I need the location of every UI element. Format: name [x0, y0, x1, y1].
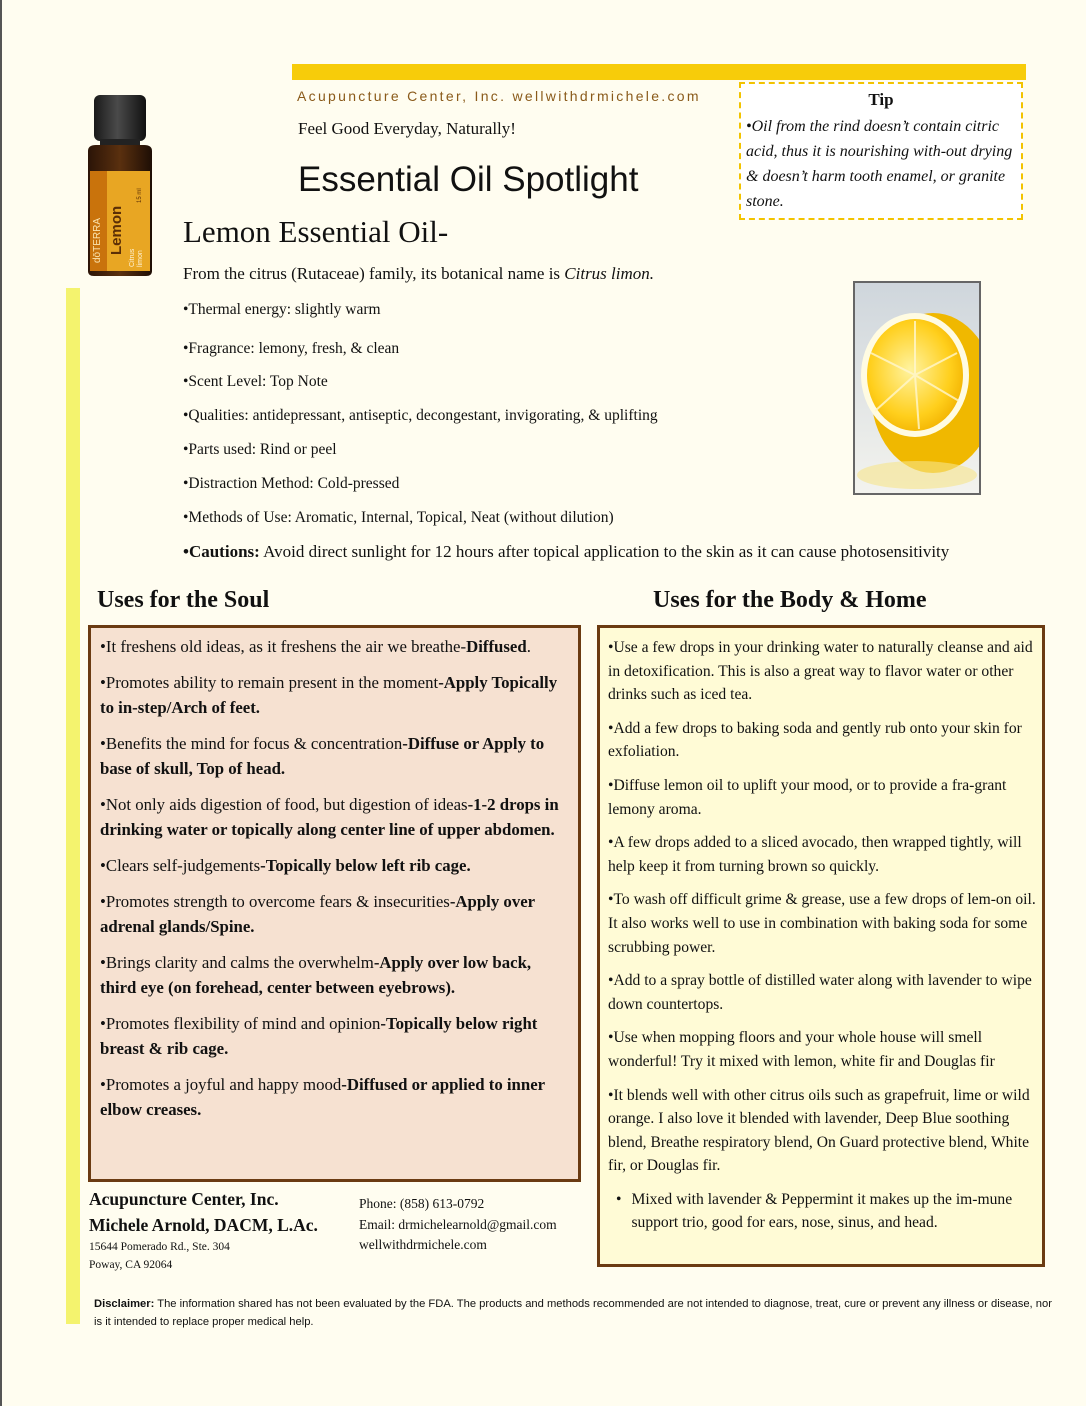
- list-item: •A few drops added to a sliced avocado, then wrapped tightly, will help keep it from turning brown so quickly.: [608, 834, 1022, 875]
- intro-text: From the citrus (Rutaceae) family, its botanical name is: [183, 264, 565, 283]
- contact-email[interactable]: Email: drmichelearnold@gmail.com: [359, 1216, 557, 1232]
- contact-phone: Phone: (858) 613-0792: [359, 1196, 485, 1211]
- contact-practitioner: Michele Arnold, DACM, L.Ac.: [89, 1215, 318, 1235]
- cautions-label: •Cautions:: [183, 542, 260, 561]
- list-item: •Promotes ability to remain present in the moment-Apply Topically to in-step/Arch of feet.: [100, 673, 558, 717]
- bottle-latin-line2: limon: [137, 250, 144, 267]
- list-item: •Promotes flexibility of mind and opinion-Topically below right breast & rib cage.: [100, 1014, 538, 1058]
- list-item: •Promotes strength to overcome fears & insecurities-Apply over adrenal glands/Spine.: [100, 892, 535, 936]
- soul-uses-box: [88, 625, 581, 1182]
- bottle-latin-line1: Citrus: [129, 248, 136, 267]
- cautions-text: Avoid direct sunlight for 12 hours after topical application to the skin as it can cause photosensitivity: [259, 542, 950, 561]
- bottle-size-text: 15 ml: [137, 188, 143, 203]
- list-item: •It freshens old ideas, as it freshens the air we breathe-Diffused.: [100, 637, 531, 656]
- disclaimer-label: Disclaimer:: [94, 1298, 155, 1310]
- contact-org: Acupuncture Center, Inc.: [89, 1189, 279, 1209]
- list-item: •Clears self-judgements-Topically below left rib cage.: [100, 856, 471, 875]
- fact-qualities: •Qualities: antidepressant, antiseptic, decongestant, invigorating, & uplifting: [183, 407, 658, 424]
- list-item: •Add a few drops to baking soda and gently rub onto your skin for exfoliation.: [608, 719, 1022, 761]
- fact-distraction-method: •Distraction Method: Cold-pressed: [183, 475, 400, 492]
- lemon-photo: [853, 281, 981, 495]
- fact-fragrance: •Fragrance: lemony, fresh, & clean: [183, 340, 400, 357]
- body-section-heading: Uses for the Body & Home: [653, 587, 927, 613]
- org-website-line: Acupuncture Center, Inc. wellwithdrmichele.com: [297, 88, 701, 104]
- contact-website[interactable]: wellwithdrmichele.com: [359, 1237, 487, 1252]
- bottle-brand-text: dōTERRA: [92, 217, 103, 263]
- list-item: •Brings clarity and calms the overwhelm-Apply over low back, third eye (on forehead, center between eyebrows).: [100, 953, 532, 997]
- list-item: •Add to a spray bottle of distilled water along with lavender to wipe down countertops.: [608, 972, 1032, 1013]
- tagline: Feel Good Everyday, Naturally!: [298, 119, 516, 138]
- fact-parts-used: •Parts used: Rind or peel: [183, 441, 337, 458]
- contact-address-line1: 15644 Pomerado Rd., Ste. 304: [89, 1241, 230, 1253]
- list-item: •Benefits the mind for focus & concentration-Diffuse or Apply to base of skull, Top of head.: [100, 734, 545, 778]
- lemon-oil-bottle-image: [80, 93, 160, 278]
- list-item-bulleted: [608, 1188, 1036, 1235]
- contact-details: [359, 1194, 557, 1256]
- list-item: •To wash off difficult grime & grease, use a few drops of lem-on oil. It also works well to use in combination with baking soda for some scrubbing power.: [608, 891, 1036, 956]
- contact-address-line2: Poway, CA 92064: [89, 1259, 173, 1271]
- disclaimer: [94, 1296, 1054, 1331]
- disclaimer-text: The information shared has not been evaluated by the FDA. The products and methods recommended are not intended to diagnose, treat, cure or prevent any illness or disease, nor is it intended to replace proper medical help.: [94, 1298, 1052, 1328]
- list-item: •Use a few drops in your drinking water to naturally cleanse and aid in detoxification. This is also a great way to flavor water or other drinks such as iced tea.: [608, 639, 1033, 704]
- fact-methods-of-use: •Methods of Use: Aromatic, Internal, Topical, Neat (without dilution): [183, 509, 614, 526]
- list-item: •Diffuse lemon oil to uplift your mood, or to provide a fra-grant lemony aroma.: [608, 776, 1007, 818]
- bullet-icon: •: [616, 1190, 622, 1208]
- list-item: •It blends well with other citrus oils such as grapefruit, lime or wild orange. I also love it blended with lavender, Deep Blue soothing blend, Breathe respiratory blend, On Guard protective blend, White fir, or Douglas fir.: [608, 1086, 1030, 1175]
- soul-section-heading: Uses for the Soul: [97, 587, 270, 613]
- page-title: Essential Oil Spotlight: [298, 160, 639, 199]
- fact-thermal-energy: •Thermal energy: slightly warm: [183, 301, 381, 318]
- list-item: •Promotes a joyful and happy mood-Diffused or applied to inner elbow creases.: [100, 1075, 545, 1119]
- botanical-intro: [183, 264, 654, 284]
- tip-heading: Tip: [868, 90, 894, 109]
- oil-name-heading: Lemon Essential Oil-: [183, 214, 449, 249]
- cautions-line: [183, 542, 949, 562]
- bullet-item-text: Mixed with lavender & Peppermint it makes up the im-mune support trio, good for ears, nose, sinus, and head.: [631, 1190, 1013, 1232]
- bottle-name-text: Lemon: [108, 205, 125, 255]
- body-home-uses-box: [597, 625, 1045, 1267]
- botanical-name: Citrus limon.: [564, 264, 655, 283]
- tip-text: •Oil from the rind doesn’t contain citric acid, thus it is nourishing with-out drying & doesn’t harm tooth enamel, or granite stone.: [746, 118, 1013, 210]
- tip-box: [739, 82, 1023, 220]
- list-item: •Not only aids digestion of food, but digestion of ideas-1-2 drops in drinking water or topically along center line of upper abdomen.: [100, 795, 559, 839]
- contact-block: [89, 1186, 318, 1274]
- left-accent-strip: [66, 288, 80, 1324]
- fact-scent-level: •Scent Level: Top Note: [183, 373, 328, 390]
- page-frame-edge: [0, 0, 2, 1406]
- list-item: •Use when mopping floors and your whole house will smell wonderful! Try it mixed with lemon, white fir and Douglas fir: [608, 1029, 995, 1070]
- header-accent-bar: [292, 64, 1026, 80]
